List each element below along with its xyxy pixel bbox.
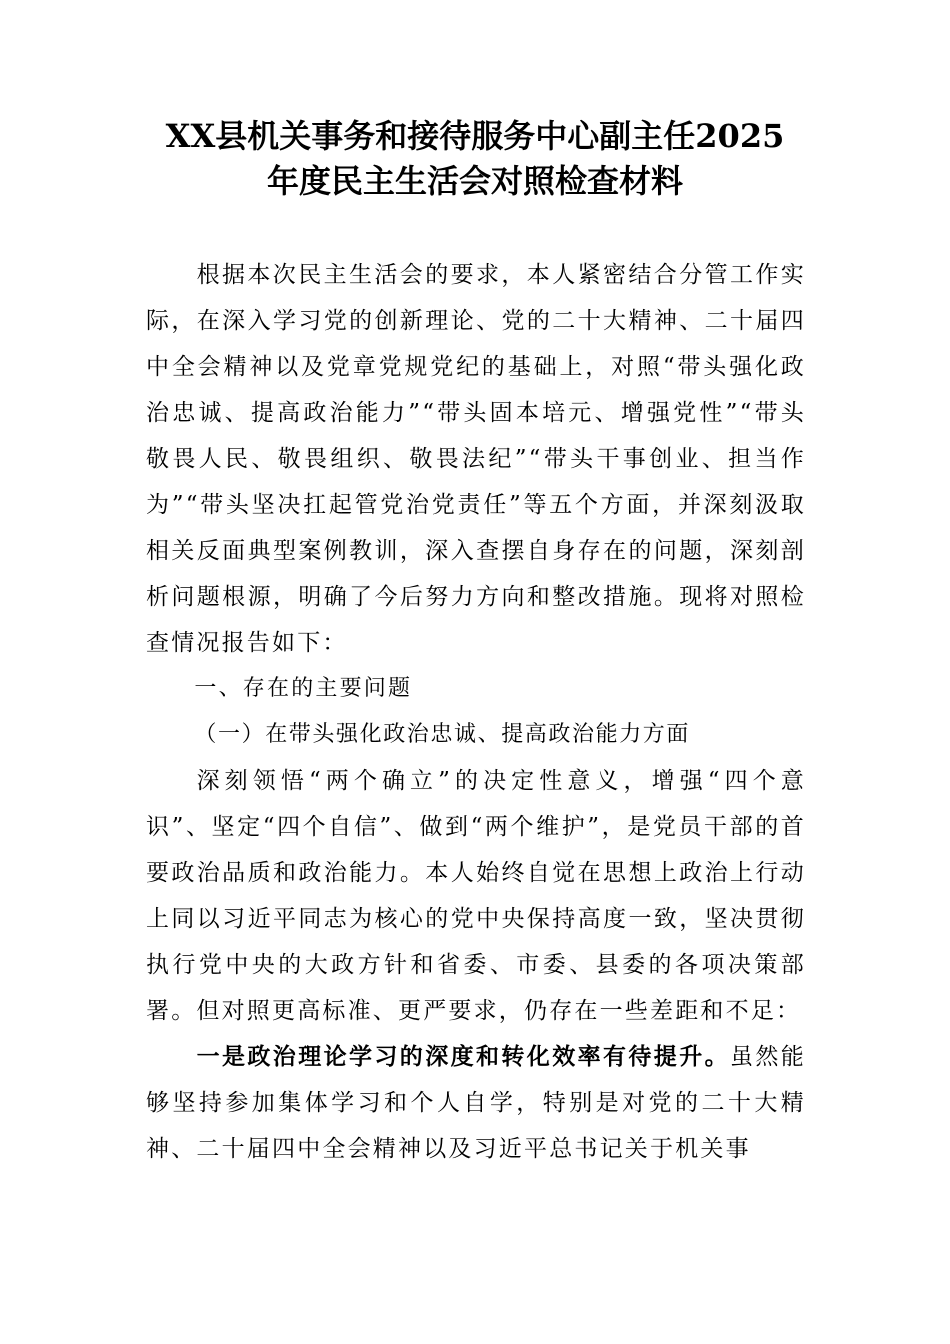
point-1-text: 虽然能够坚持参加集体学习和个人自学，特别是对党的二十大精神、二十届四中全会精神以及习近平总书记关于机关事 <box>146 1044 806 1162</box>
title-line-1: XX县机关事务和接待服务中心副主任2025 <box>165 117 785 155</box>
section-heading-1: 一、存在的主要问题 <box>194 676 413 701</box>
intro-paragraph: 根据本次民主生活会的要求，本人紧密结合分管工作实际，在深入学习党的创新理论、党的二十大精神、二十届四中全会精神以及党章党规党纪的基础上，对照“带头强化政治忠诚、提高政治能力”“带头固本培元、增强党性”“带头敬畏人民、敬畏组织、敬畏法纪”“带头干事创业、担当作为”“带头坚决扛起管党治党责任”等五个方面，并深刻汲取相关反面典型案例教训，深入查摆自身存在的问题，深刻剖析问题根源，明确了今后努力方向和整改措施。现将对照检查情况报告如下： <box>146 262 806 656</box>
subsection-paragraph-1: 深刻领悟“两个确立”的决定性意义，增强“四个意识”、坚定“四个自信”、做到“两个维护”，是党员干部的首要政治品质和政治能力。本人始终自觉在思想上政治上行动上同以习近平同志为核心的党中央保持高度一致，坚决贯彻执行党中央的大政方针和省委、市委、县委的各项决策部署。但对照更高标准、更严要求，仍存在一些差距和不足： <box>146 768 806 1024</box>
subsection-heading-1: （一）在带头强化政治忠诚、提高政治能力方面 <box>194 722 690 747</box>
point-paragraph-1 <box>146 1034 806 1172</box>
document-title <box>120 114 830 204</box>
document-body <box>146 252 806 1172</box>
title-line-2: 年度民主生活会对照检查材料 <box>266 162 683 200</box>
point-1-lead: 一是政治理论学习的深度和转化效率有待提升。 <box>196 1043 730 1070</box>
